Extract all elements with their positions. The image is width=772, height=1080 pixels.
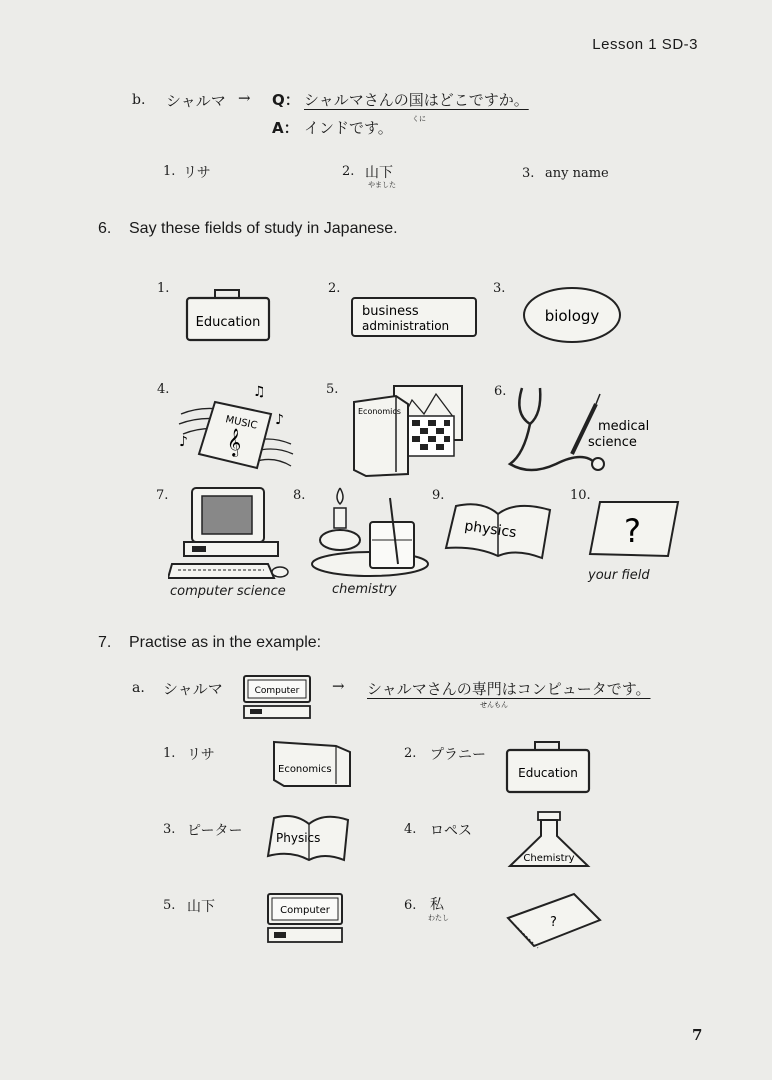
question-furigana: くに: [412, 115, 426, 123]
svg-text:?: ?: [624, 512, 641, 550]
physics-book-icon: [442, 500, 554, 562]
example-arrow-icon: →: [332, 677, 345, 695]
field-3-num: 3.: [493, 281, 506, 296]
field-4-num: 4.: [157, 382, 170, 397]
practice-1-economics-book-icon: [270, 738, 352, 790]
field-8-label: chemistry: [332, 582, 397, 597]
question-text: シャルマさんの国はどこですか。: [304, 91, 529, 109]
field-9-label: physics: [463, 518, 518, 542]
computer-icon: [168, 486, 292, 580]
practice-6-notebook-icon: [504, 890, 604, 950]
question-sign-icon: [588, 498, 682, 560]
field-6-line2: science: [588, 435, 637, 450]
practice-2-num: 2.: [404, 746, 417, 761]
field-3-label: biology: [544, 307, 600, 325]
practice-2-image-label: Education: [518, 766, 578, 780]
lesson-header: Lesson 1 SD-3: [592, 36, 698, 53]
b-item-1-text: リサ: [183, 165, 211, 181]
part-b-name: シャルマ: [166, 92, 226, 110]
field-1-label: Education: [195, 315, 261, 330]
practice-2-name: プラニー: [430, 747, 486, 763]
section-6-number: 6.: [98, 220, 112, 237]
answer-text: インドです。: [304, 119, 393, 137]
field-1-num: 1.: [157, 281, 170, 296]
practice-6-num: 6.: [404, 898, 417, 913]
part-b-label: b.: [132, 92, 146, 108]
section-7-title: Practise as in the example:: [129, 634, 322, 651]
field-8-num: 8.: [293, 488, 306, 503]
section-7-number: 7.: [98, 634, 112, 651]
example-sentence: シャルマさんの専門はコンピュータです。: [367, 680, 651, 698]
practice-4-image-label: Chemistry: [523, 853, 575, 864]
practice-5-num: 5.: [163, 898, 176, 913]
example-name: シャルマ: [163, 680, 223, 698]
b-item-2-furigana: やました: [368, 181, 396, 189]
practice-2-briefcase-icon: [505, 740, 591, 796]
b-item-3-text: any name: [545, 166, 609, 181]
biology-cell-icon: [520, 284, 624, 346]
b-item-2-text: 山下: [365, 165, 393, 181]
svg-text:♫: ♫: [253, 384, 266, 400]
svg-text:♪: ♪: [275, 412, 284, 428]
music-book-icon: [175, 384, 295, 476]
field-7-label: computer science: [170, 584, 286, 599]
practice-1-name: リサ: [187, 747, 215, 763]
practice-3-name: ピーター: [187, 823, 243, 839]
briefcase-icon: [185, 288, 271, 344]
practice-3-physics-book-icon: [264, 812, 354, 864]
economics-book-icon: [350, 384, 466, 478]
field-6-num: 6.: [494, 384, 507, 399]
field-5-label: Economics: [358, 407, 401, 416]
practice-3-num: 3.: [163, 822, 176, 837]
example-computer-icon: [242, 674, 312, 720]
answer-label: A：: [272, 119, 299, 137]
field-4-label: MUSIC: [224, 414, 259, 432]
field-9-num: 9.: [432, 488, 445, 503]
b-item-2-num: 2.: [342, 164, 355, 179]
field-10-label: your field: [588, 568, 650, 583]
bleed-through: [150, 128, 154, 142]
practice-4-name: ロペス: [430, 823, 472, 839]
example-image-label: Computer: [254, 686, 300, 696]
svg-text:𝄞: 𝄞: [227, 428, 242, 456]
practice-4-num: 4.: [404, 822, 417, 837]
practice-5-name: 山下: [187, 899, 215, 915]
practice-6-furigana: わたし: [428, 914, 449, 922]
field-2-line2: administration: [362, 319, 450, 333]
field-2-line1: business: [362, 304, 419, 319]
practice-3-image-label: Physics: [276, 831, 321, 845]
field-7-num: 7.: [156, 488, 169, 503]
practice-1-num: 1.: [163, 746, 176, 761]
arrow-icon: →: [238, 89, 251, 107]
example-label: a.: [132, 680, 145, 696]
question-label: Q：: [272, 91, 300, 109]
practice-5-image-label: Computer: [280, 905, 330, 916]
practice-4-flask-icon: [506, 810, 592, 872]
field-5-num: 5.: [326, 382, 339, 397]
practice-6-name: 私: [430, 897, 444, 913]
b-item-1-num: 1.: [163, 164, 176, 179]
b-item-3-num: 3.: [522, 166, 535, 181]
example-furigana: せんもん: [480, 701, 508, 709]
field-10-num: 10.: [570, 488, 591, 503]
stethoscope-icon: [500, 384, 660, 476]
page-number: 7: [692, 1026, 703, 1044]
field-6-line1: medical: [598, 419, 650, 434]
svg-text:♪: ♪: [179, 434, 188, 450]
section-6-title: Say these fields of study in Japanese.: [129, 220, 398, 237]
business-admin-sign: [350, 296, 478, 340]
field-2-num: 2.: [328, 281, 341, 296]
chemistry-beaker-icon: [306, 484, 436, 580]
practice-1-image-label: Economics: [278, 764, 332, 775]
practice-5-computer-icon: [266, 892, 344, 944]
practice-6-image-label: ?: [550, 915, 557, 930]
